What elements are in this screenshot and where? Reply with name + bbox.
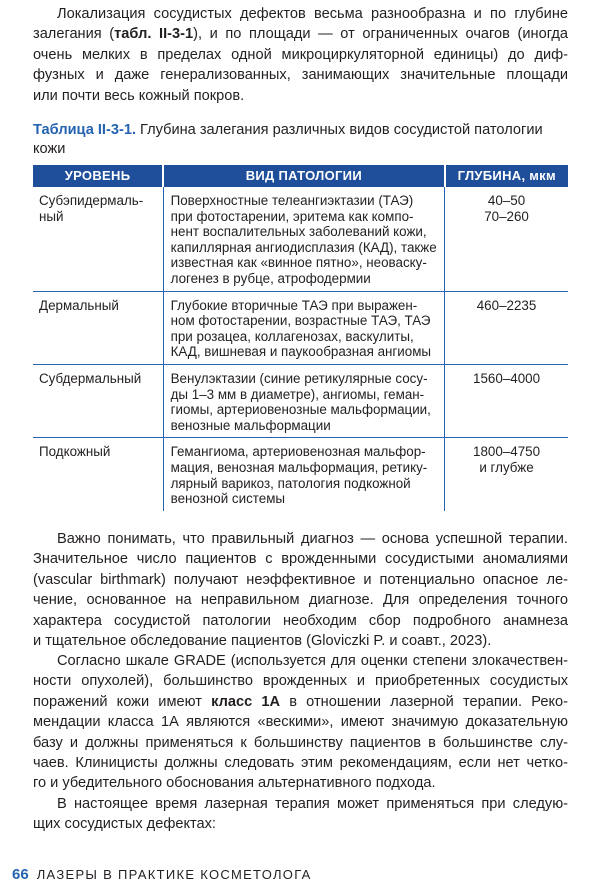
depth-value: 1800–4750	[473, 444, 541, 460]
pathology-line: КАД, вишневая и паукообразная ангиомы	[170, 344, 432, 360]
text-line: Согласно шкале GRADE (используется для оценки степени злокачествен-	[57, 653, 568, 669]
text-line: характера сосудистой патологии необходим сбор подробного анамнеза	[33, 612, 568, 629]
level-cell	[33, 291, 163, 364]
header-level: УРОВЕНЬ	[33, 165, 163, 187]
page-footer	[12, 866, 312, 883]
table-row	[33, 187, 568, 291]
depth-cell	[445, 187, 568, 291]
diagnosis-paragraph	[33, 529, 568, 651]
text-line	[33, 24, 568, 44]
text-line: щих сосудистых дефектах:	[33, 816, 216, 833]
depth-value: 70–260	[484, 208, 529, 224]
text-line: Важно понимать, что правильный диагноз — основа успешной терапии.	[57, 531, 568, 547]
pathology-cell	[163, 364, 444, 437]
pathology-line: логенез в рубце, атрофодермии	[170, 270, 371, 286]
table-row	[33, 291, 568, 364]
text-fragment: в отношении лазерной терапии. Реко-	[280, 693, 569, 710]
page-number: 66	[12, 866, 29, 883]
pathology-line: ды 1–3 мм в диаметре), ангиомы, геман-	[170, 386, 425, 402]
pathology-cell	[163, 187, 444, 291]
depth-value: 460–2235	[476, 297, 537, 313]
text-fragment: ), и по площади — от ограниченных очагов (иногда	[193, 26, 569, 43]
level-cell	[33, 438, 163, 511]
header-pathology: ВИД ПАТОЛОГИИ	[163, 165, 444, 187]
depth-cell	[445, 438, 568, 511]
level-cell	[33, 187, 163, 291]
text-line: Значительное число пациентов с врожденными сосудистыми аномалиями	[33, 551, 568, 568]
table-reference: табл. II-3-1	[114, 26, 194, 43]
pathology-line: известная как «винное пятно», неоваску-	[170, 255, 427, 271]
table-caption	[33, 121, 568, 159]
header-depth: ГЛУБИНА, мкм	[445, 165, 568, 187]
table-caption-text: Глубина залегания различных видов сосудистой патологии кожи	[33, 122, 543, 157]
pathology-line: венозные мальформации	[170, 417, 331, 433]
text-line: ности опухолей), большинство врожденных и приобретенных сосудистых	[33, 673, 568, 690]
text-line: го и убедительного обоснования альтернативного подхода.	[33, 775, 436, 792]
text-line: чаев. Клиницисты должны следовать этим рекомендациям, если нет четко-	[33, 755, 568, 772]
pathology-line: Глубокие вторичные ТАЭ при выражен-	[170, 297, 418, 313]
pathology-line: при розацеа, коллагенозах, васкулиты,	[170, 328, 414, 344]
pathology-line: Венулэктазии (синие ретикулярные сосу-	[170, 370, 428, 386]
pathology-line: Гемангиома, артериовенозная мальфор-	[170, 444, 426, 460]
level-text: Подкожный	[39, 444, 111, 460]
pathology-line: ном фотостарении, возрастные ТАЭ, ТАЭ	[170, 313, 431, 329]
pathology-line: венозной системы	[170, 491, 286, 507]
text-line: чение, основанное на неправильном диагнозе. Для определения точного	[33, 592, 568, 609]
text-line: очень мелких в пределах одной микроциркуляторной единицы) до диф-	[33, 46, 568, 63]
pathology-cell	[163, 291, 444, 364]
text-line: В настоящее время лазерная терапия может применяться при следую-	[57, 796, 568, 812]
level-cell	[33, 364, 163, 437]
text-line: фузных и даже генерализованных, занимающих значительные площади	[33, 67, 568, 84]
text-line: (vascular birthmark) получают неэффективное и потенциально опасное ле-	[33, 571, 568, 588]
depth-value: 1560–4000	[473, 370, 541, 386]
pathology-line: лярный варикоз, патология подкожной	[170, 475, 411, 491]
laser-paragraph	[33, 794, 568, 835]
text-line: или почти весь кожный покров.	[33, 87, 245, 104]
pathology-line: нент воспалительных заболеваний кожи,	[170, 224, 427, 240]
running-title: ЛАЗЕРЫ В ПРАКТИКЕ КОСМЕТОЛОГА	[36, 867, 312, 882]
depth-table	[33, 165, 568, 511]
text-line: мендации класса 1А являются «вескими», имеют значимую доказательную	[33, 714, 568, 731]
text-line: базу и должны применяться к большинству пациентов в большинстве слу-	[33, 734, 568, 751]
pathology-cell	[163, 438, 444, 511]
pathology-line: Поверхностные телеангиэктазии (ТАЭ)	[170, 193, 414, 208]
table-row	[33, 364, 568, 437]
class-emphasis: класс 1А	[211, 693, 281, 710]
depth-value: 40–50	[487, 193, 526, 208]
level-text: ный	[39, 208, 64, 224]
level-text: Субдермальный	[39, 370, 142, 386]
text-fragment: залегания (	[33, 26, 115, 43]
table-row	[33, 438, 568, 511]
table-caption-label: Таблица II-3-1.	[33, 122, 136, 138]
pathology-line: капиллярная ангиодисплазия (КАД), также	[170, 239, 437, 255]
depth-cell	[445, 291, 568, 364]
depth-value: и глубже	[479, 459, 534, 475]
pathology-line: при фотостарении, эритема как компо-	[170, 208, 414, 224]
grade-paragraph	[33, 651, 568, 794]
text-line: и тщательное обследование пациентов (Gloviczki P. и соавт., 2023).	[33, 633, 492, 650]
text-line	[33, 692, 568, 712]
text-line: Локализация сосудистых дефектов весьма разнообразна и по глубине	[57, 6, 568, 22]
pathology-line: мация, венозная мальформация, ретику-	[170, 459, 428, 475]
pathology-line: гиомы, артериовенозные мальформации,	[170, 402, 431, 418]
table-header-row	[33, 165, 568, 187]
intro-paragraph	[33, 4, 568, 106]
text-fragment: поражений кожи имеют	[33, 693, 212, 710]
depth-cell	[445, 364, 568, 437]
level-text: Дермальный	[39, 297, 119, 313]
level-text: Субэпидермаль-	[39, 193, 144, 208]
